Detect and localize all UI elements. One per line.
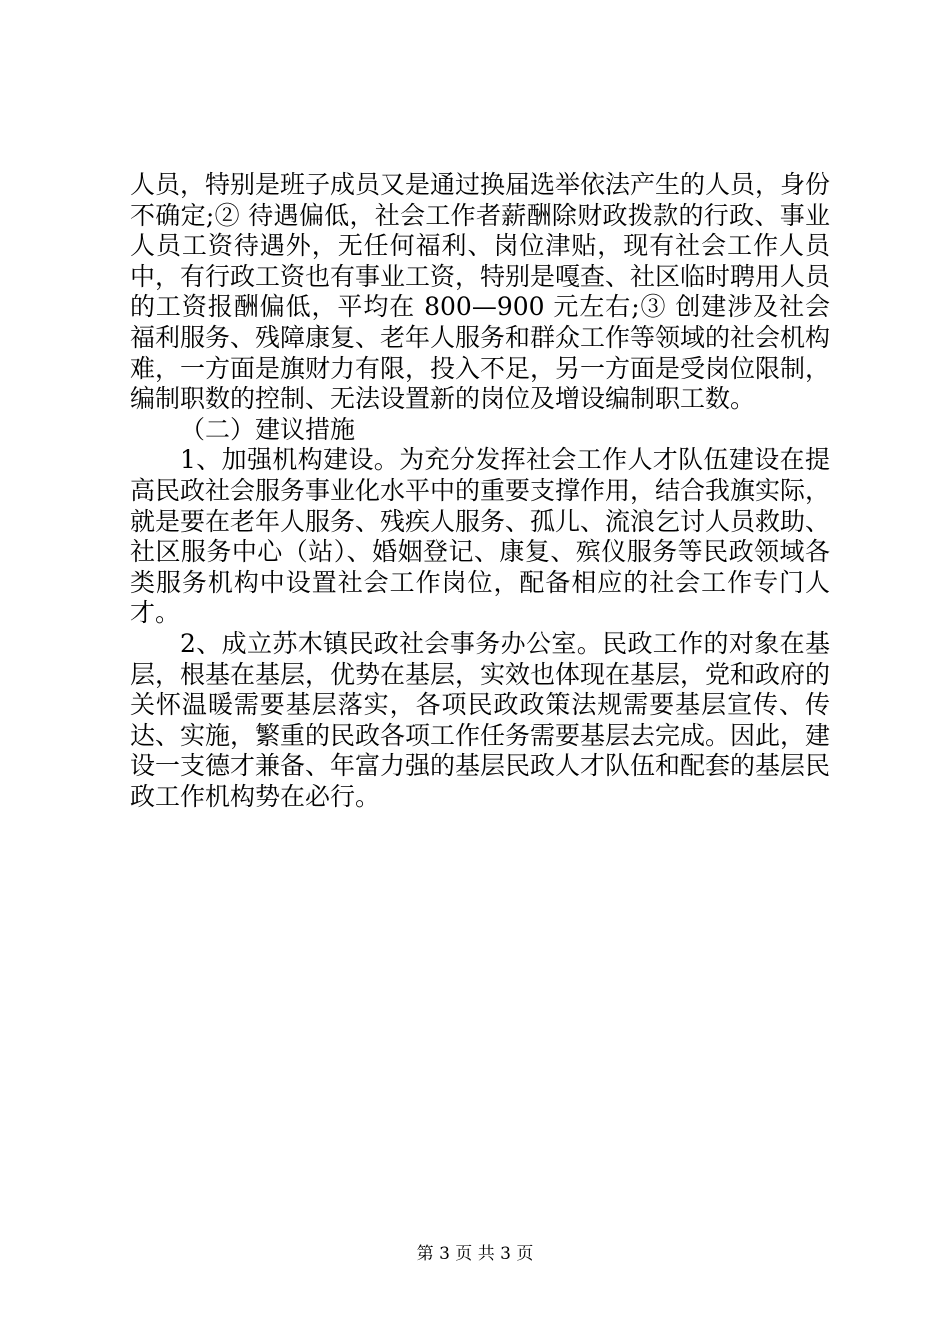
paragraph-measure-2: 2、成立苏木镇民政社会事务办公室。民政工作的对象在基层，根基在基层，优势在基层，实效也体现在基层，党和政府的关怀温暖需要基层落实，各项民政政策法规需要基层宣传、传达、实施，繁重的民政各项工作任务需要基层去完成。因此，建设一支德才兼备、年富力强的基层民政人才队伍和配套的基层民政工作机构势在必行。 — [130, 628, 831, 811]
document-body — [130, 170, 830, 812]
paragraph-measure-1: 1、加强机构建设。为充分发挥社会工作人才队伍建设在提高民政社会服务事业化水平中的重要支撑作用，结合我旗实际，就是要在老年人服务、残疾人服务、孤儿、流浪乞讨人员救助、社区服务中心（站）、婚姻登记、康复、殡仪服务等民政领域各类服务机构中设置社会工作岗位，配备相应的社会工作专门人才。 — [130, 445, 831, 628]
section-heading: （二）建议措施 — [180, 414, 356, 444]
page-footer: 第 3 页 共 3 页 — [416, 1244, 534, 1264]
paragraph-continued: 人员，特别是班子成员又是通过换届选举依法产生的人员，身份不确定;② 待遇偏低，社会工作者薪酬除财政拨款的行政、事业人员工资待遇外，无任何福利、岗位津贴，现有社会工作人员中，有行政工资也有事业工资，特别是嘎查、社区临时聘用人员的工资报酬偏低，平均在 800—900 元左右;③ 创建涉及社会福利服务、残障康复、老年人服务和群众工作等领域的社会机构难，一方面是旗财力有限，投入不足，另一方面是受岗位限制，编制职数的控制、无法设置新的岗位及增设编制职工数。 — [130, 170, 831, 414]
